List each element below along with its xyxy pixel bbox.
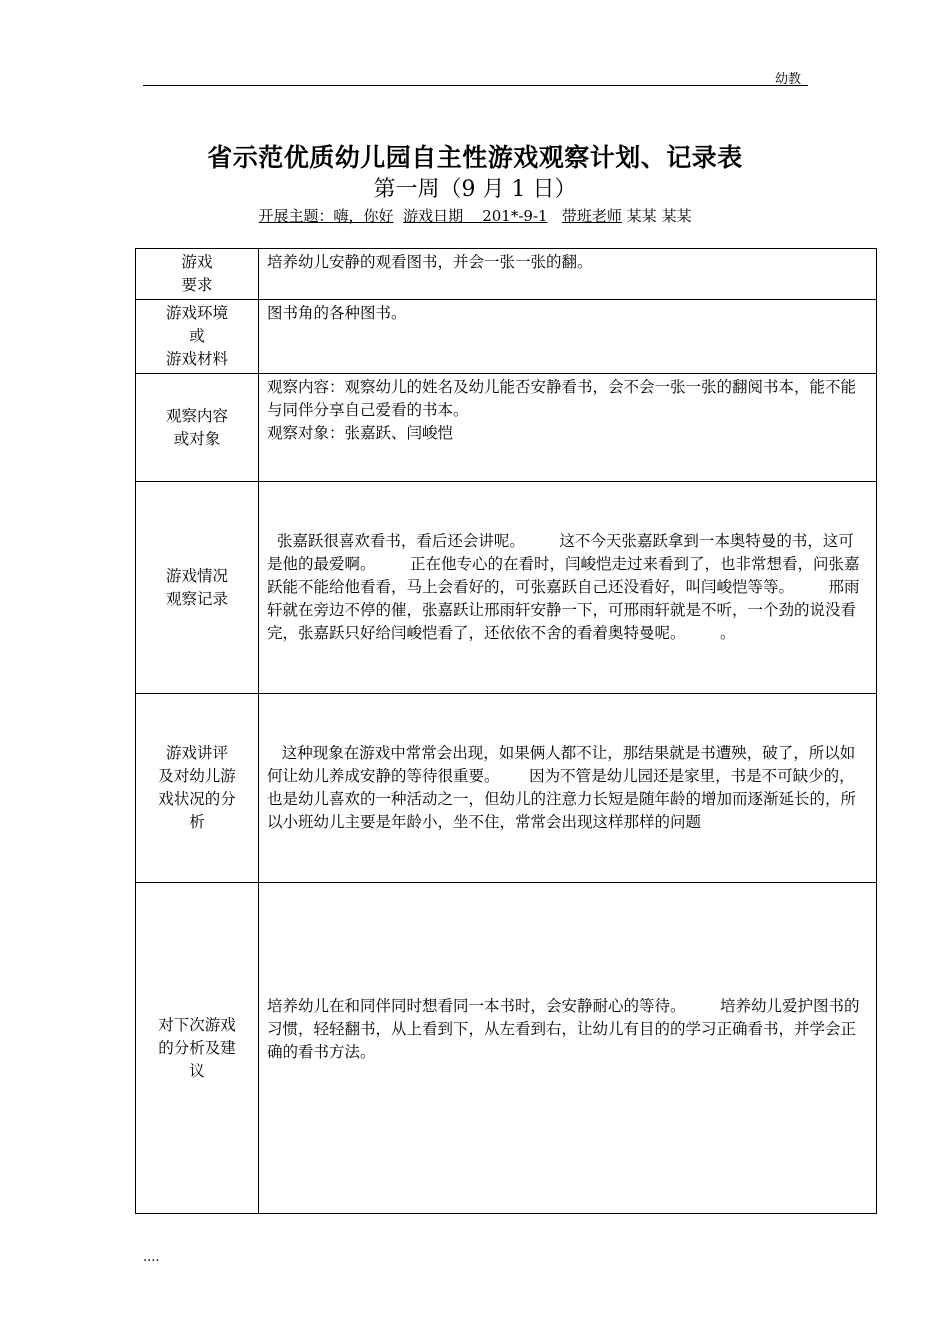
table-row-environment (136, 300, 877, 374)
info-line (0, 205, 950, 226)
theme-label: 开展主题： (258, 207, 334, 225)
header-rule (143, 85, 808, 86)
theme-value: 嗨，你好 (333, 207, 394, 225)
row-label: 游戏情况 观察记录 (136, 482, 259, 694)
table-row-observation-target (136, 374, 877, 482)
document-title: 省示范优质幼儿园自主性游戏观察计划、记录表 (207, 143, 743, 172)
teacher-label: 带班老师 (561, 207, 622, 225)
teacher-value: 某某 某某 (626, 207, 692, 225)
date-label: 游戏日期 (403, 207, 464, 225)
table-row-game-requirement (136, 249, 877, 300)
row-label: 观察内容 或对象 (136, 374, 259, 482)
table-row-observation-record (136, 482, 877, 694)
row-label: 游戏 要求 (136, 249, 259, 300)
document-subtitle: 第一周（9 月 1 日） (373, 177, 577, 202)
row-content: 观察内容：观察幼儿的姓名及幼儿能否安静看书，会不会一张一张的翻阅书本，能不能与同伴分享自己爱看的书本。 观察对象：张嘉跃、闫峻恺 (259, 374, 877, 482)
row-content: 培养幼儿安静的观看图书，并会一张一张的翻。 (259, 249, 877, 300)
row-content: 培养幼儿在和同伴同时想看同一本书时，会安静耐心的等待。 培养幼儿爱护图书的习惯，轻轻翻书，从上看到下，从左看到右，让幼儿有目的的学习正确看书，并学会正确的看书方法。 (259, 883, 877, 1214)
table-row-evaluation (136, 694, 877, 883)
row-content: 张嘉跃很喜欢看书，看后还会讲呢。 这不今天张嘉跃拿到一本奥特曼的书，这可是他的最爱啊。 正在他专心的在看时，闫峻恺走过来看到了，也非常想看，问张嘉跃能不能给他看看，马上会看好的，可张嘉跃自己还没看好，叫闫峻恺等等。 邢雨轩就在旁边不停的催，张嘉跃让邢雨轩安静一下，可邢雨轩就是不听，一个劲的说没看完，张嘉跃只好给闫峻恺看了，还依依不舍的看着奥特曼呢。 。 (259, 482, 877, 694)
observation-table (135, 248, 877, 1214)
row-label: 对下次游戏 的分析及建 议 (136, 883, 259, 1214)
row-content: 图书角的各种图书。 (259, 300, 877, 374)
date-value: 201*-9-1 (482, 207, 548, 225)
row-label: 游戏环境 或 游戏材料 (136, 300, 259, 374)
table-row-next-suggestion (136, 883, 877, 1214)
header-note: 幼教 (775, 72, 802, 87)
row-content: 这种现象在游戏中常常会出现，如果俩人都不让，那结果就是书遭殃，破了，所以如何让幼儿养成安静的等待很重要。 因为不管是幼儿园还是家里，书是不可缺少的，也是幼儿喜欢的一种活动之一，但幼儿的注意力长短是随年龄的增加而逐渐延长的，所以小班幼儿主要是年龄小，坐不住，常常会出现这样那样的问题 (259, 694, 877, 883)
row-label: 游戏讲评 及对幼儿游 戏状况的分 析 (136, 694, 259, 883)
footer-dots: .... (143, 1250, 160, 1265)
